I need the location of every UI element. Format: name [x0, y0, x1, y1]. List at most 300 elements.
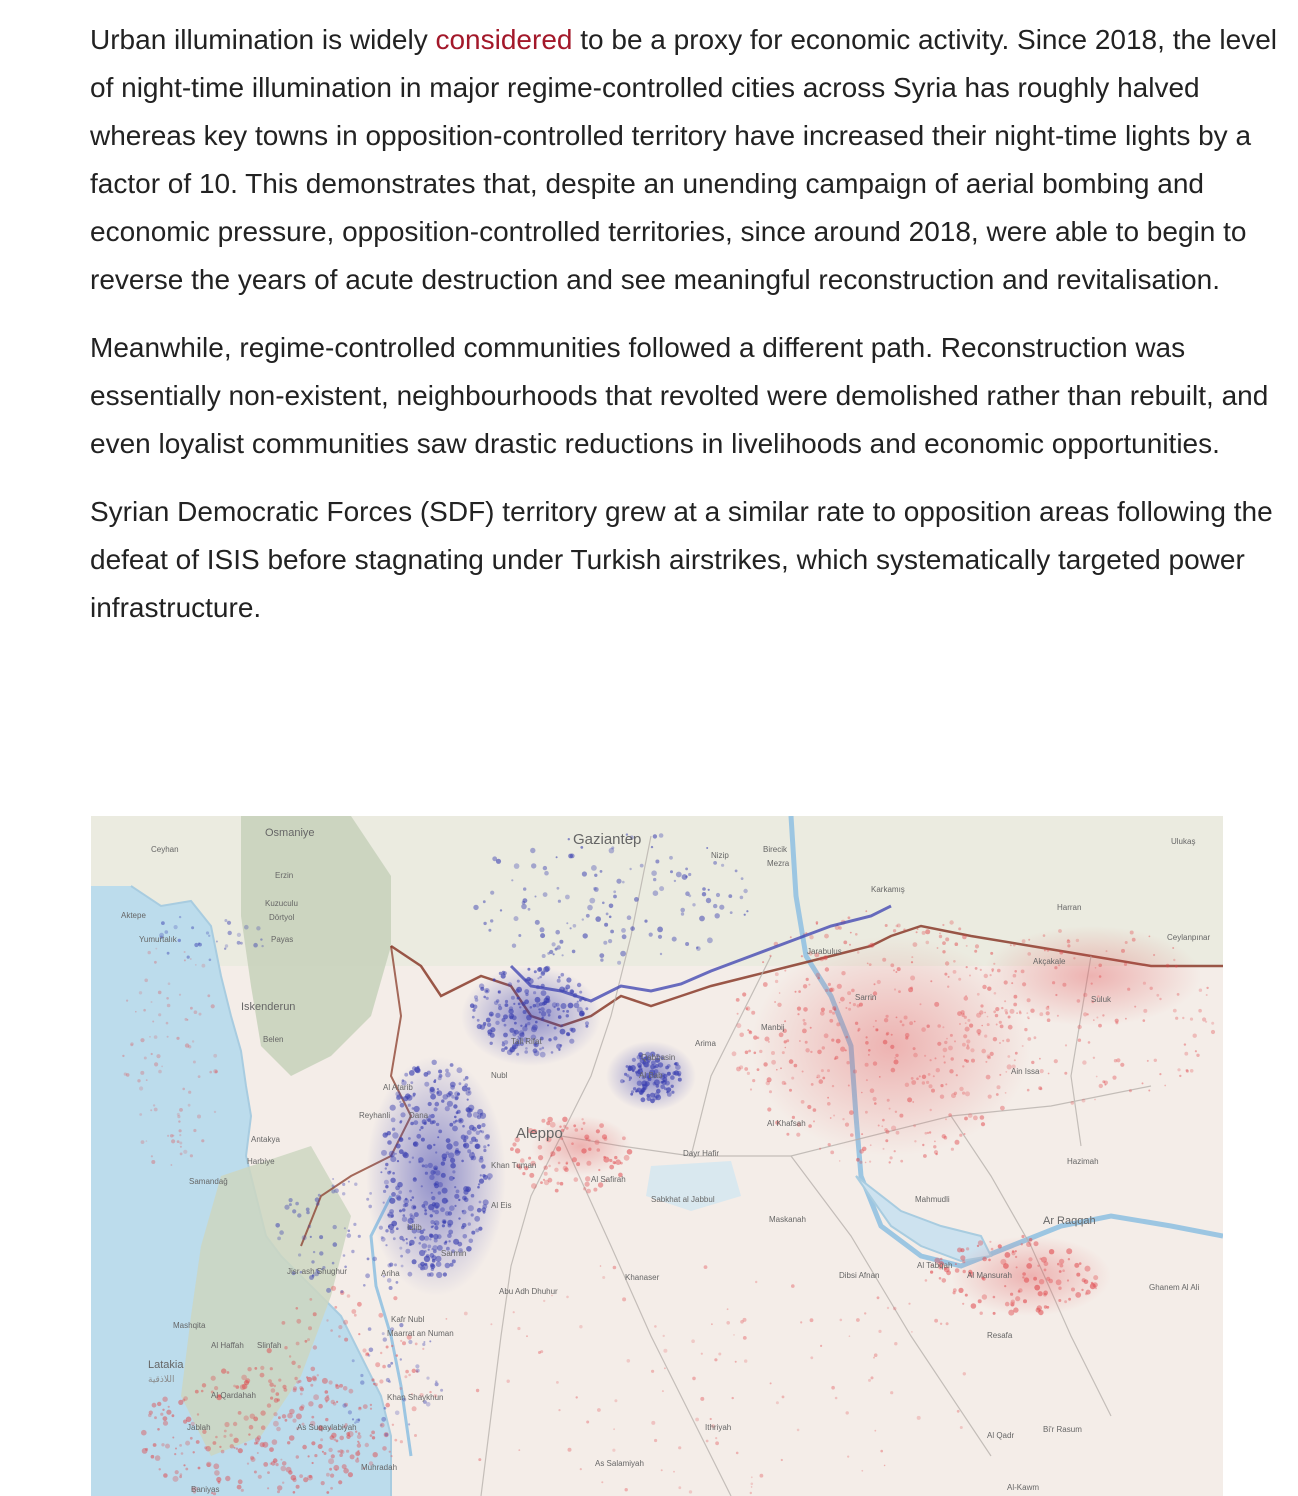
regime-light-dot	[879, 1076, 881, 1078]
regime-light-dot	[257, 1435, 261, 1439]
opposition-light-dot	[667, 1092, 672, 1097]
regime-light-dot	[908, 987, 913, 992]
regime-light-dot	[342, 1464, 347, 1469]
opposition-light-dot	[434, 1223, 436, 1225]
regime-light-dot	[867, 963, 869, 965]
regime-light-dot	[890, 1045, 894, 1049]
opposition-light-dot	[423, 1341, 425, 1343]
regime-light-dot	[651, 1370, 654, 1373]
opposition-light-dot	[384, 1180, 389, 1185]
regime-light-dot	[296, 1485, 300, 1489]
regime-light-dot	[1104, 1081, 1108, 1085]
regime-light-dot	[752, 1079, 755, 1082]
regime-light-dot	[145, 1448, 148, 1451]
regime-light-dot	[356, 1451, 360, 1455]
regime-light-dot	[710, 1418, 712, 1420]
regime-light-dot	[949, 920, 953, 924]
regime-light-dot	[825, 989, 828, 992]
regime-light-dot	[1000, 1025, 1004, 1029]
regime-light-dot	[736, 1023, 741, 1028]
regime-light-dot	[180, 1146, 182, 1148]
regime-light-dot	[280, 1459, 282, 1461]
regime-light-dot	[382, 1365, 386, 1369]
regime-light-dot	[908, 1303, 910, 1305]
regime-light-dot	[1013, 1003, 1017, 1007]
regime-light-dot	[832, 1085, 834, 1087]
regime-light-dot	[161, 1443, 164, 1446]
regime-light-dot	[900, 1020, 903, 1023]
opposition-light-dot	[380, 1424, 382, 1426]
opposition-light-dot	[224, 948, 226, 950]
opposition-light-dot	[419, 1129, 421, 1131]
label-as-salamiyah: As Salamiyah	[595, 1459, 644, 1468]
opposition-light-dot	[535, 1003, 540, 1008]
considered-link[interactable]: considered	[435, 24, 573, 55]
regime-light-dot	[288, 1470, 292, 1474]
opposition-light-dot	[629, 868, 631, 870]
label-jisr-ash-shughur: Jisr ash Shughur	[287, 1267, 348, 1276]
opposition-light-dot	[457, 1093, 460, 1096]
regime-light-dot	[718, 1353, 721, 1356]
regime-light-dot	[313, 1312, 317, 1316]
opposition-light-dot	[174, 925, 178, 929]
opposition-light-dot	[295, 1202, 299, 1206]
regime-light-dot	[978, 1240, 983, 1245]
regime-light-dot	[943, 1048, 948, 1053]
opposition-light-dot	[518, 1003, 521, 1006]
regime-light-dot	[363, 1404, 368, 1409]
regime-light-dot	[859, 1161, 862, 1164]
opposition-light-dot	[558, 1015, 562, 1019]
opposition-light-dot	[206, 931, 209, 934]
opposition-light-dot	[639, 1092, 642, 1095]
regime-light-dot	[865, 1111, 868, 1114]
regime-light-dot	[843, 941, 847, 945]
regime-light-dot	[137, 1079, 140, 1082]
regime-light-dot	[1034, 1285, 1040, 1291]
opposition-light-dot	[479, 1179, 484, 1184]
opposition-light-dot	[387, 1171, 391, 1175]
regime-light-dot	[230, 1444, 234, 1448]
paragraph-regime-communities: Meanwhile, regime-controlled communities followed a different path. Reconstruction was essentially non-existent, neighbourhoods that revolted were demolished rather than rebuilt, and even loyalist communities saw drastic reductions in livelihoods and economic opportunities.	[90, 332, 1269, 459]
opposition-light-dot	[479, 1158, 484, 1163]
opposition-light-dot	[463, 1078, 466, 1081]
regime-light-dot	[962, 935, 967, 940]
regime-light-dot	[374, 1383, 378, 1387]
opposition-light-dot	[557, 1008, 560, 1011]
regime-light-dot	[188, 1104, 191, 1107]
regime-light-dot	[233, 1438, 238, 1443]
regime-light-dot	[334, 1438, 337, 1441]
opposition-light-dot	[508, 1009, 513, 1014]
opposition-light-dot	[671, 1091, 674, 1094]
regime-light-dot	[1078, 1039, 1081, 1042]
regime-light-dot	[920, 1003, 922, 1005]
regime-light-dot	[263, 1462, 268, 1467]
opposition-light-dot	[244, 925, 249, 930]
regime-light-dot	[598, 1169, 600, 1171]
regime-light-dot	[260, 1410, 265, 1415]
opposition-light-dot	[477, 1125, 482, 1130]
regime-light-dot	[859, 1003, 863, 1007]
opposition-light-dot	[430, 1170, 435, 1175]
regime-light-dot	[171, 1164, 173, 1166]
regime-light-dot	[937, 947, 939, 949]
regime-light-dot	[1010, 944, 1012, 946]
opposition-light-dot	[209, 959, 212, 962]
opposition-light-dot	[568, 1034, 570, 1036]
regime-light-dot	[851, 989, 855, 993]
regime-light-dot	[330, 1329, 333, 1332]
regime-light-dot	[185, 1043, 189, 1047]
opposition-light-dot	[659, 833, 664, 838]
opposition-light-dot	[368, 1327, 372, 1331]
opposition-light-dot	[483, 1022, 486, 1025]
label-al-haffah: Al Haffah	[211, 1341, 244, 1350]
opposition-light-dot	[416, 1134, 421, 1139]
regime-light-dot	[922, 1081, 925, 1084]
regime-light-dot	[969, 1024, 973, 1028]
opposition-light-dot	[655, 860, 659, 864]
regime-light-dot	[959, 1087, 963, 1091]
opposition-light-dot	[637, 1081, 642, 1086]
regime-light-dot	[320, 1438, 323, 1441]
regime-light-dot	[836, 1039, 841, 1044]
label-dana: Dana	[409, 1111, 429, 1120]
opposition-light-dot	[433, 1249, 437, 1253]
regime-light-dot	[885, 1139, 888, 1142]
regime-light-dot	[993, 1037, 997, 1041]
regime-light-dot	[612, 1449, 615, 1452]
regime-light-dot	[338, 1480, 342, 1484]
regime-light-dot	[953, 960, 956, 963]
regime-light-dot	[285, 1419, 288, 1422]
regime-light-dot	[966, 1247, 969, 1250]
regime-light-dot	[874, 1102, 877, 1105]
regime-light-dot	[393, 1296, 397, 1300]
opposition-light-dot	[448, 1224, 452, 1228]
opposition-light-dot	[629, 1076, 632, 1079]
opposition-light-dot	[540, 927, 545, 932]
opposition-light-dot	[424, 1072, 429, 1077]
regime-light-dot	[158, 991, 162, 995]
opposition-light-dot	[358, 1235, 361, 1238]
regime-light-dot	[808, 1124, 812, 1128]
opposition-light-dot	[399, 1101, 401, 1103]
opposition-light-dot	[440, 1207, 445, 1212]
regime-light-dot	[151, 1053, 153, 1055]
opposition-light-dot	[534, 970, 537, 973]
regime-light-dot	[822, 1077, 825, 1080]
regime-light-dot	[1075, 1292, 1081, 1298]
regime-light-dot	[343, 1386, 348, 1391]
regime-light-dot	[760, 1474, 764, 1478]
regime-light-dot	[948, 1046, 953, 1051]
opposition-light-dot	[458, 1199, 460, 1201]
regime-light-dot	[586, 1421, 589, 1424]
regime-light-dot	[835, 1397, 838, 1400]
opposition-light-dot	[399, 1247, 402, 1250]
regime-light-dot	[143, 1009, 146, 1012]
regime-light-dot	[817, 1075, 821, 1079]
opposition-light-dot	[240, 942, 243, 945]
regime-light-dot	[914, 1140, 916, 1142]
regime-light-dot	[1068, 1258, 1070, 1260]
regime-light-dot	[1206, 994, 1208, 996]
regime-light-dot	[715, 1437, 717, 1439]
regime-light-dot	[148, 951, 151, 954]
regime-light-dot	[400, 1340, 402, 1342]
regime-light-dot	[195, 964, 197, 966]
regime-light-dot	[776, 1401, 779, 1404]
regime-light-dot	[779, 1032, 784, 1037]
opposition-light-dot	[490, 919, 493, 922]
opposition-light-dot	[308, 1225, 311, 1228]
opposition-light-dot	[390, 1105, 396, 1111]
label-hazimah: Hazimah	[1067, 1157, 1099, 1166]
regime-light-dot	[233, 1422, 237, 1426]
opposition-light-dot	[554, 1027, 557, 1030]
opposition-light-dot	[351, 1250, 354, 1253]
regime-light-dot	[751, 1011, 755, 1015]
opposition-light-dot	[699, 916, 705, 922]
opposition-light-dot	[365, 1273, 370, 1278]
regime-light-dot	[896, 925, 899, 928]
regime-light-dot	[174, 1453, 176, 1455]
regime-light-dot	[922, 931, 926, 935]
regime-light-dot	[229, 1434, 232, 1437]
regime-light-dot	[856, 1158, 860, 1162]
opposition-light-dot	[441, 1161, 445, 1165]
regime-light-dot	[152, 1021, 154, 1023]
opposition-light-dot	[402, 1079, 405, 1082]
regime-light-dot	[958, 927, 961, 930]
opposition-light-dot	[543, 892, 548, 897]
opposition-light-dot	[555, 948, 558, 951]
regime-light-dot	[870, 1088, 875, 1093]
regime-light-dot	[923, 1154, 927, 1158]
opposition-light-dot	[483, 900, 486, 903]
regime-light-dot	[942, 1134, 946, 1138]
regime-light-dot	[791, 1077, 794, 1080]
regime-light-dot	[199, 1013, 202, 1016]
opposition-light-dot	[570, 927, 572, 929]
opposition-light-dot	[488, 1178, 491, 1181]
regime-light-dot	[1085, 1292, 1088, 1295]
regime-light-dot	[260, 1442, 265, 1447]
regime-light-dot	[172, 1437, 174, 1439]
regime-light-dot	[349, 1389, 354, 1394]
regime-light-dot	[167, 1004, 171, 1008]
opposition-light-dot	[558, 976, 561, 979]
opposition-light-dot	[527, 968, 530, 971]
regime-light-dot	[335, 1385, 339, 1389]
opposition-light-dot	[653, 1066, 656, 1069]
regime-light-dot	[190, 1007, 193, 1010]
regime-light-dot	[910, 976, 915, 981]
opposition-light-dot	[438, 1191, 442, 1195]
regime-light-dot	[601, 1481, 603, 1483]
opposition-light-dot	[670, 870, 673, 873]
regime-light-dot	[917, 928, 919, 930]
opposition-light-dot	[542, 1002, 546, 1006]
regime-light-dot	[1067, 944, 1070, 947]
regime-light-dot	[894, 1342, 897, 1345]
regime-light-dot	[181, 1452, 184, 1455]
regime-light-dot	[330, 1487, 333, 1490]
opposition-light-dot	[410, 1199, 412, 1201]
opposition-light-dot	[178, 939, 181, 942]
regime-light-dot	[924, 1055, 926, 1057]
regime-light-dot	[766, 1081, 770, 1085]
label-jarabulus: Jarabulus	[807, 947, 842, 956]
label-payas: Payas	[271, 935, 294, 944]
regime-light-dot	[572, 1157, 577, 1162]
opposition-light-dot	[469, 1239, 474, 1244]
regime-light-dot	[769, 1090, 772, 1093]
regime-light-dot	[937, 1024, 941, 1028]
opposition-light-dot	[450, 1082, 456, 1088]
regime-light-dot	[743, 1336, 747, 1340]
label-mashqita: Mashqita	[173, 1321, 206, 1330]
regime-light-dot	[375, 1362, 380, 1367]
opposition-light-dot	[539, 1048, 542, 1051]
opposition-light-dot	[474, 995, 478, 999]
regime-light-dot	[821, 1008, 825, 1012]
regime-light-dot	[615, 1159, 621, 1165]
opposition-light-dot	[553, 1036, 557, 1040]
regime-light-dot	[1173, 1009, 1177, 1013]
opposition-light-dot	[416, 1369, 420, 1373]
opposition-light-dot	[658, 1062, 663, 1067]
regime-light-dot	[1008, 1025, 1013, 1030]
opposition-light-dot	[310, 1236, 312, 1238]
opposition-light-dot	[437, 1234, 442, 1239]
regime-light-dot	[1132, 938, 1136, 942]
regime-light-dot	[1195, 1050, 1197, 1052]
regime-light-dot	[803, 1007, 808, 1012]
opposition-light-dot	[562, 954, 564, 956]
regime-light-dot	[831, 1386, 835, 1390]
regime-light-dot	[1040, 1258, 1042, 1260]
opposition-light-dot	[545, 996, 550, 1001]
regime-light-dot	[1021, 970, 1025, 974]
regime-light-dot	[558, 1162, 561, 1165]
regime-light-dot	[126, 1000, 128, 1002]
opposition-light-dot	[541, 970, 545, 974]
regime-light-dot	[412, 1406, 417, 1411]
regime-light-dot	[1071, 1288, 1075, 1292]
opposition-light-dot	[653, 1082, 657, 1086]
regime-light-dot	[975, 967, 978, 970]
regime-light-dot	[273, 1412, 277, 1416]
regime-light-dot	[981, 1049, 986, 1054]
opposition-light-dot	[403, 1152, 409, 1158]
opposition-light-dot	[414, 1237, 416, 1239]
regime-light-dot	[893, 1307, 897, 1311]
opposition-light-dot	[537, 977, 539, 979]
regime-light-dot	[550, 1151, 555, 1156]
regime-light-dot	[798, 990, 801, 993]
regime-light-dot	[1143, 1009, 1147, 1013]
regime-light-dot	[1106, 950, 1108, 952]
opposition-light-dot	[632, 1058, 636, 1062]
regime-light-dot	[765, 1037, 770, 1042]
opposition-light-dot	[535, 1021, 538, 1024]
regime-light-dot	[301, 1404, 305, 1408]
regime-light-dot	[154, 1108, 158, 1112]
regime-light-dot	[296, 1413, 302, 1419]
regime-light-dot	[1055, 994, 1057, 996]
regime-light-dot	[1150, 987, 1153, 990]
regime-light-dot	[914, 1021, 916, 1023]
regime-light-dot	[1058, 1287, 1061, 1290]
opposition-light-dot	[415, 1364, 419, 1368]
opposition-light-dot	[340, 1290, 343, 1293]
opposition-light-dot	[385, 1167, 387, 1169]
opposition-light-dot	[591, 865, 597, 871]
opposition-light-dot	[702, 892, 706, 896]
opposition-light-dot	[398, 1190, 402, 1194]
regime-light-dot	[422, 1348, 424, 1350]
label-al-atarib: Al Atarib	[383, 1083, 413, 1092]
regime-light-dot	[1013, 944, 1016, 947]
regime-light-dot	[984, 1035, 987, 1038]
regime-light-dot	[895, 971, 897, 973]
opposition-light-dot	[352, 1418, 354, 1420]
regime-light-dot	[328, 1448, 332, 1452]
opposition-light-dot	[511, 1014, 514, 1017]
opposition-light-dot	[368, 1354, 371, 1357]
label-latakia-arabic: اللاذقية	[148, 1375, 175, 1385]
regime-light-dot	[820, 1345, 822, 1347]
regime-light-dot	[614, 1156, 617, 1159]
regime-light-dot	[213, 1463, 219, 1469]
opposition-light-dot	[448, 1211, 452, 1215]
regime-light-dot	[786, 1039, 789, 1042]
opposition-light-dot	[392, 1128, 395, 1131]
regime-light-dot	[782, 1396, 785, 1399]
regime-light-dot	[980, 969, 982, 971]
opposition-light-dot	[502, 1041, 504, 1043]
regime-light-dot	[1027, 998, 1031, 1002]
regime-light-dot	[1057, 1263, 1060, 1266]
regime-light-dot	[183, 1464, 185, 1466]
regime-light-dot	[840, 1047, 845, 1052]
opposition-light-dot	[414, 1212, 419, 1217]
regime-light-dot	[987, 1023, 990, 1026]
label-al-khafsah: Al Khafsah	[767, 1119, 806, 1128]
opposition-light-dot	[413, 1206, 416, 1209]
regime-light-dot	[600, 1265, 602, 1267]
opposition-light-dot	[623, 1080, 625, 1082]
regime-light-dot	[889, 1161, 891, 1163]
regime-light-dot	[272, 1439, 278, 1445]
opposition-light-dot	[434, 1220, 440, 1226]
opposition-light-dot	[432, 1202, 436, 1206]
opposition-light-dot	[472, 1016, 475, 1019]
regime-light-dot	[993, 963, 995, 965]
opposition-light-dot	[333, 1242, 338, 1247]
regime-light-dot	[282, 1414, 286, 1418]
opposition-light-dot	[429, 1114, 431, 1116]
opposition-light-dot	[651, 870, 657, 876]
opposition-light-dot	[422, 1343, 425, 1346]
regime-light-dot	[747, 1072, 750, 1075]
regime-light-dot	[810, 1356, 813, 1359]
regime-light-dot	[966, 1046, 970, 1050]
label-ghanem-al-ali: Ghanem Al Ali	[1149, 1283, 1200, 1292]
